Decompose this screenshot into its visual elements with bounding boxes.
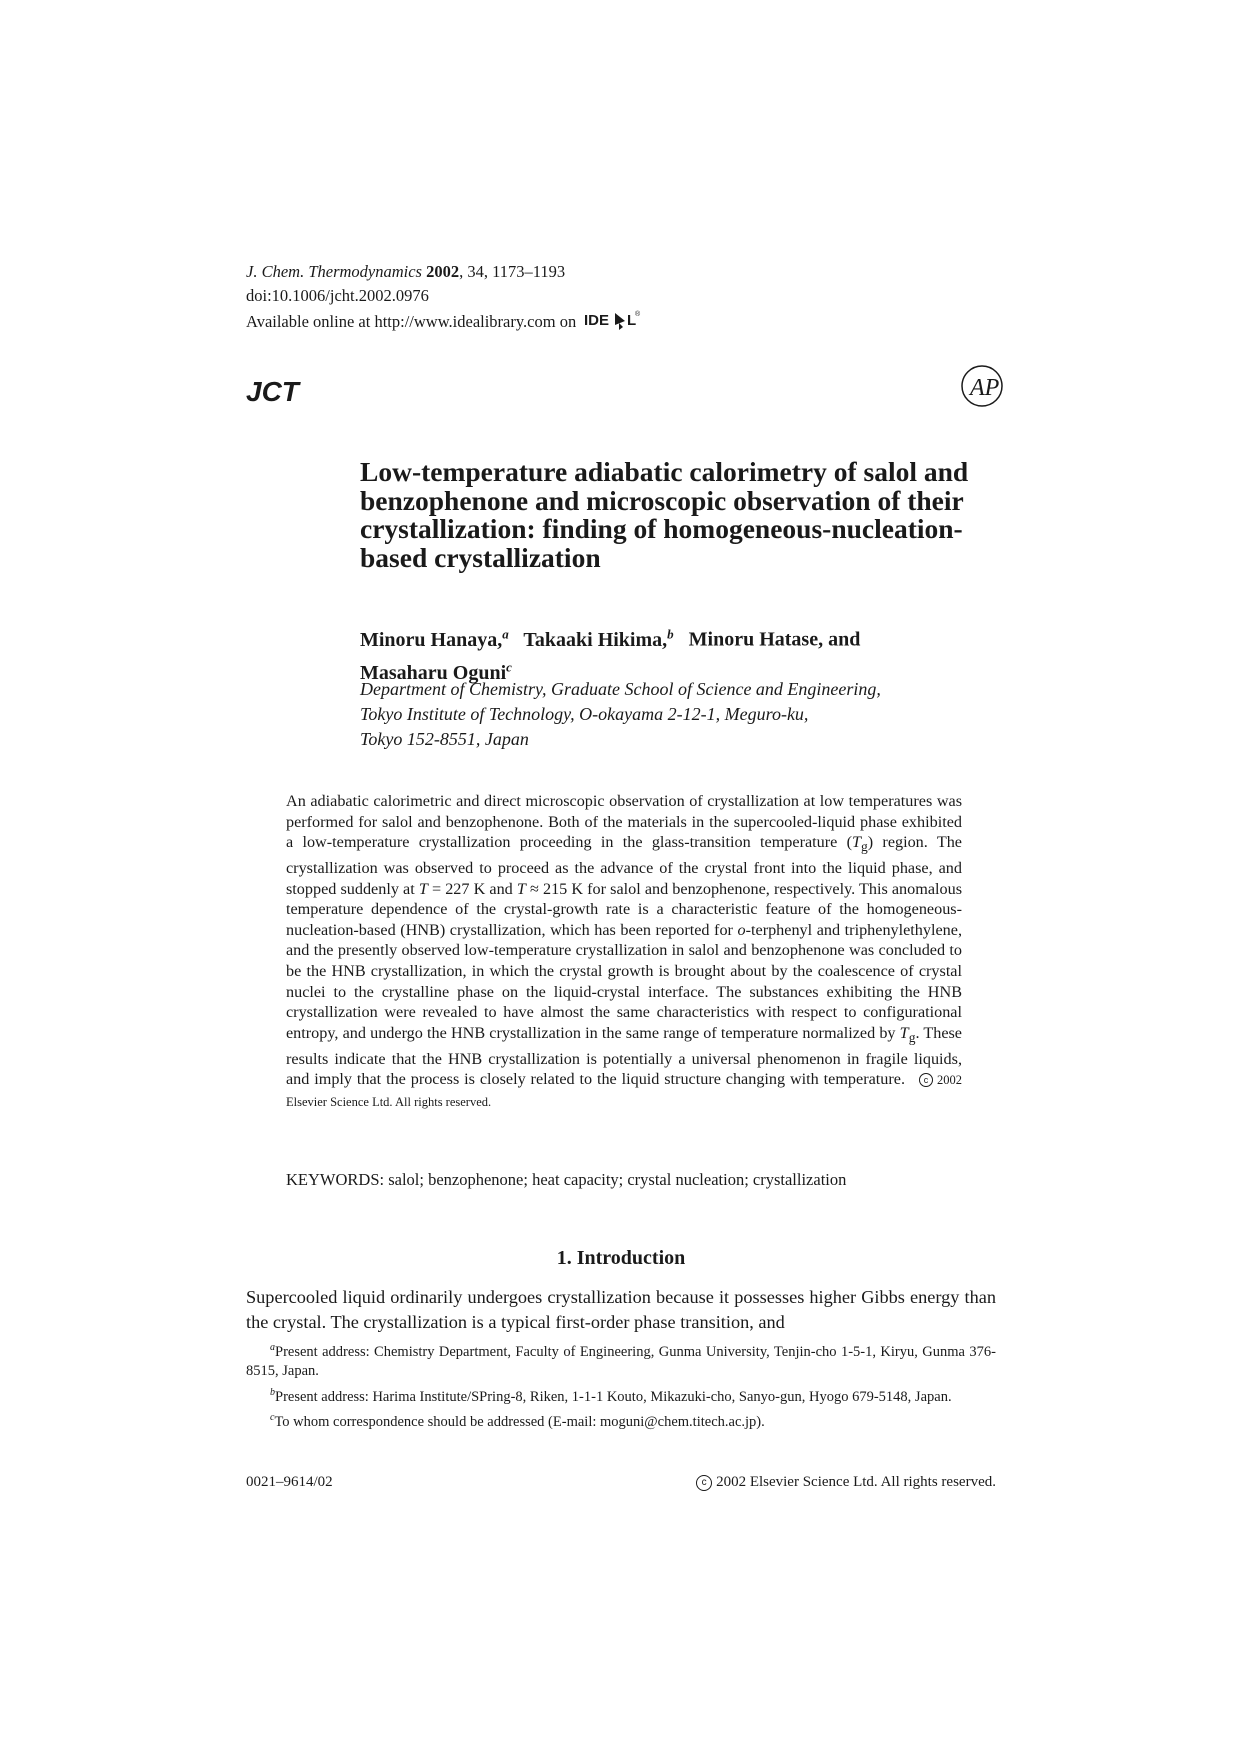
jct-logo-text: JCT: [246, 376, 299, 406]
ap-logo-text: AP: [970, 375, 1000, 401]
journal-citation: [246, 260, 565, 284]
svg-text:IDE: IDE: [584, 312, 610, 329]
author-1: Minoru Hanaya,$^a$: [360, 626, 509, 651]
author-3: Minoru Hatase, and: [688, 628, 861, 651]
svg-text:®: ®: [635, 311, 641, 318]
author-2: Takaaki Hikima,$^b$: [523, 626, 674, 651]
copyright-icon: c: [696, 1475, 712, 1491]
keywords: KEYWORDS: salol; benzophenone; heat capacity; crystal nucleation; crystallization: [286, 1170, 847, 1189]
section-heading-introduction: 1. Introduction: [556, 1247, 686, 1269]
footnote-c: $^c$To whom correspondence should be addressed (E-mail: moguni@chem.titech.ac.jp).: [270, 1412, 765, 1430]
journal-name: J. Chem. Thermodynamics: [246, 262, 422, 281]
footer-copyright: c 2002 Elsevier Science Ltd. All rights reserved.: [660, 1474, 996, 1491]
availability-line: [246, 308, 642, 337]
issn-code: 0021–9614/02: [246, 1474, 333, 1490]
svg-text:L: L: [627, 312, 637, 329]
footnote-a: $^a$Present address: Chemistry Department, Faculty of Engineering, Gunma University, Tenjin-cho 1-5-1, Kiryu, Gunma 376-8515, Japan.: [246, 1342, 996, 1380]
affiliation-line-2: Tokyo Institute of Technology, O-okayama 2-12-1, Meguro-ku,: [360, 704, 809, 724]
copyright-icon: c: [919, 1073, 933, 1087]
author-4: Masaharu Oguni$^c$: [360, 659, 512, 685]
journal-volume-pages: , 34, 1173–1193: [459, 262, 566, 281]
article-title: Low-temperature adiabatic calorimetry of salol and benzophenone and microscopic observation of their crystallization: finding of homogeneous-nucleation-based crystallization: [360, 456, 969, 573]
journal-year: 2002: [426, 262, 460, 281]
affiliation-line-1: Department of Chemistry, Graduate School of Science and Engineering,: [360, 679, 881, 699]
footnote-b: $^b$Present address: Harima Institute/SPring-8, Riken, 1-1-1 Kouto, Mikazuki-cho, Sanyo-gun, Hyogo 679-5148, Japan.: [270, 1386, 952, 1405]
intro-paragraph: Supercooled liquid ordinarily undergoes crystallization because it possesses higher Gibbs energy than the crystal. The crystallization is a typical first-order phase transition, and: [246, 1287, 996, 1332]
footnotes: [246, 1338, 996, 1433]
abstract: An adiabatic calorimetric and direct microscopic observation of crystallization at low temperatures was performed for salol and benzophenone. Both of the materials in the supercooled-liquid phase exhibited a low-temperature crystallization proceeding in the glass-transition temperature $(T_g)$ region. The crystallization was observed to proceed as the advance of the crystal front into the liquid phase, and stopped suddenly at T = 227 K and T ≈ 215 K for salol and benzophenone, respectively. This anomalous temperature dependence of the crystal-growth rate is a characteristic feature of the homogeneous-nucleation-based (HNB) crystallization, which has been reported for o-terphenyl and triphenylethylene, and the presently observed low-temperature crystallization in salol and benzophenone was concluded to be the HNB crystallization, in which the crystal growth is brought about by the coalescence of crystal nuclei to the crystalline phase on the liquid-crystal interface. The substances exhibiting the HNB crystallization were revealed to have almost the same characteristics with respect to configurational entropy, and undergo the HNB crystallization in the same range of temperature normalized by $T_g$. These results indicate that the HNB crystallization is potentially a universal phenomenon in fragile liquids, and imply that the process is closely related to the liquid structure changing with temperature. c 2002 Elsevier Science Ltd. All rights reserved.: [286, 792, 963, 1109]
affiliation: [360, 677, 1000, 752]
doi[interactable]: doi:10.1006/jcht.2002.0976: [246, 286, 429, 305]
affiliation-line-3: Tokyo 152-8551, Japan: [360, 729, 529, 749]
ap-logo: [960, 364, 1004, 413]
jct-logo: [246, 376, 302, 411]
abstract-copyright: c 2002 Elsevier Science Ltd. All rights reserved.: [286, 1073, 962, 1109]
ideal-logo: [584, 308, 642, 337]
availability-text[interactable]: Available online at http://www.idealibrary.com on: [246, 312, 577, 331]
